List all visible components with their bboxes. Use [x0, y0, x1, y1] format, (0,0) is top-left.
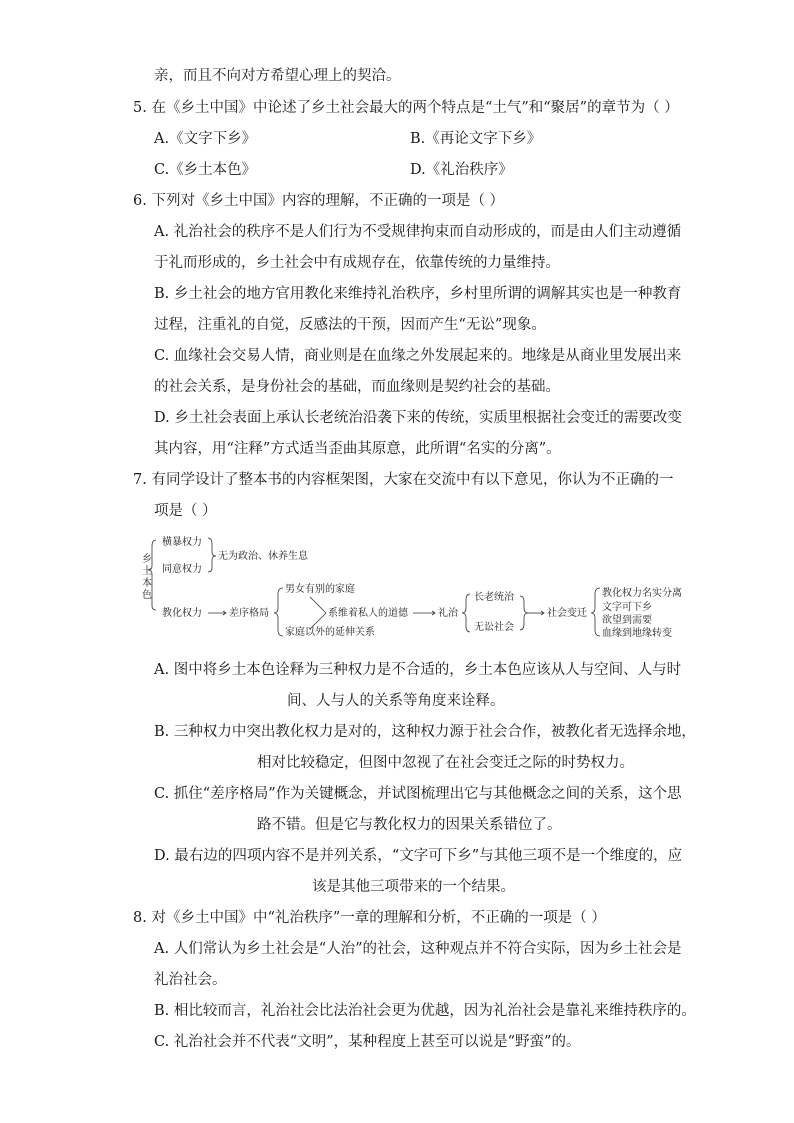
- text-line: 亲，而且不向对方希望心理上的契洽。: [154, 68, 401, 84]
- diagram-root-char1: 乡: [142, 554, 152, 565]
- q7-option-b-line2: 相对比较稳定，但图中忽视了在社会变迁之际的时势权力。: [257, 755, 634, 771]
- q6-option-c-line2: 的社会关系，是身份社会的基础，而血缘则是契约社会的基础。: [154, 379, 560, 395]
- diagram-result-1: 教化权力名实分离: [602, 588, 682, 599]
- question-7-stem-line2: 项是（ ）: [154, 503, 217, 519]
- diagram-nannv: 男女有别的家庭: [285, 584, 355, 595]
- question-5-stem: 5. 在《乡土中国》中论述了乡土社会最大的两个特点是“土气”和“聚居”的章节为（ ）: [133, 100, 679, 116]
- q6-option-a-line2: 于礼而形成的，乡土社会中有成规存在，依靠传统的力量维持。: [154, 255, 560, 271]
- q7-option-d-line1: D. 最右边的四项内容不是并列关系，“文字可下乡”与其他三项不是一个维度的，应: [154, 848, 683, 864]
- q8-option-a-line1: A. 人们常认为乡土社会是“人治”的社会，这种观点并不符合实际，因为乡土社会是: [154, 941, 682, 957]
- question-8-stem: 8. 对《乡土中国》中“礼治秩序”一章的理解和分析，不正确的一项是（ ）: [133, 910, 606, 926]
- q6-option-c-line1: C. 血缘社会交易人情，商业则是在血缘之外发展起来的。地缘是从商业里发展出来: [154, 348, 682, 364]
- q6-option-b-line1: B. 乡土社会的地方官用教化来维持礼治秩序，乡村里所谓的调解其实也是一种教育: [154, 286, 682, 302]
- diagram-shehui: 社会变迁: [547, 608, 587, 619]
- diagram-root-char3: 本: [142, 578, 152, 589]
- diagram-tongyi: 同意权力: [162, 564, 202, 575]
- q8-option-b: B. 相比较而言，礼治社会比法治社会更为优越，因为礼治社会是靠礼来维持秩序的。: [154, 1003, 696, 1019]
- diagram-wuwei: 无为政治、休养生息: [218, 551, 308, 562]
- q6-option-d-line2: 其内容，用“注释”方式适当歪曲其原意，此所谓“名实的分离”。: [154, 441, 561, 457]
- diagram-zhanglao: 长老统治: [474, 592, 514, 603]
- question-6-stem: 6. 下列对《乡土中国》内容的理解，不正确的一项是（ ）: [133, 193, 505, 209]
- merge-brace: [520, 596, 528, 630]
- diagram-lizhi: 礼治: [438, 608, 458, 619]
- diagram-result-3: 欲望到需要: [602, 615, 652, 626]
- diagram-wusong: 无讼社会: [474, 622, 514, 633]
- diagram-result-4: 血缘到地缘转变: [602, 628, 672, 639]
- diagram-chaxu: 差序格局: [229, 608, 269, 619]
- converge-line-top: [310, 597, 326, 613]
- q6-option-a-line1: A. 礼治社会的秩序不是人们行为不受规律拘束而自动形成的，而是由人们主动遵循: [154, 224, 682, 240]
- framework-diagram: [140, 530, 700, 645]
- diagram-jiaohua: 教化权力: [162, 608, 202, 619]
- q7-option-c-line2: 路不错。但是它与教化权力的因果关系错位了。: [257, 817, 562, 833]
- diagram-result-2: 文字可下乡: [602, 602, 652, 613]
- q7-option-d-line2: 该是其他三项带来的一个结果。: [312, 879, 515, 895]
- lizhi-brace: [462, 594, 470, 632]
- diagram-root-char2: 土: [142, 566, 152, 577]
- q5-option-a: A.《文字下乡》: [154, 131, 257, 147]
- question-7-stem-line1: 7. 有同学设计了整本书的内容框架图，大家在交流中有以下意见，你认为不正确的一: [133, 472, 674, 488]
- q7-option-c-line1: C. 抓住“差序格局”作为关键概念，并试图梳理出它与其他概念之间的关系，这个思: [154, 786, 682, 802]
- diagram-heng: 横暴权力: [162, 537, 202, 548]
- q5-option-d: D.《礼治秩序》: [410, 162, 513, 178]
- q5-option-c: C.《乡土本色》: [154, 162, 257, 178]
- q6-option-b-line2: 过程，注重礼的自觉，反感法的干预，因而产生“无讼”现象。: [154, 317, 546, 333]
- family-brace: [274, 588, 283, 636]
- q5-option-b: B.《再论文字下乡》: [410, 131, 542, 147]
- power-brace: [208, 538, 216, 572]
- diagram-jiating: 家庭以外的延伸关系: [285, 627, 375, 638]
- q7-option-a-line2: 间、人与人的关系等角度来诠释。: [287, 693, 505, 709]
- result-brace: [591, 588, 600, 636]
- q8-option-c: C. 礼治社会并不代表“文明”，某种程度上甚至可以说是“野蛮”的。: [154, 1034, 581, 1050]
- q7-option-a-line1: A. 图中将乡土本色诠释为三种权力是不合适的，乡土本色应该从人与空间、人与时: [154, 662, 682, 678]
- diagram-siren: 系维着私人的道德: [328, 608, 408, 619]
- q7-option-b-line1: B. 三种权力中突出教化权力是对的，这种权力源于社会合作，被教化者无选择余地，: [154, 724, 696, 740]
- q6-option-d-line1: D. 乡土社会表面上承认长老统治沿袭下来的传统，实质里根据社会变迁的需要改变: [154, 410, 682, 426]
- diagram-root-char4: 色: [142, 590, 152, 601]
- q8-option-a-line2: 礼治社会。: [154, 972, 227, 988]
